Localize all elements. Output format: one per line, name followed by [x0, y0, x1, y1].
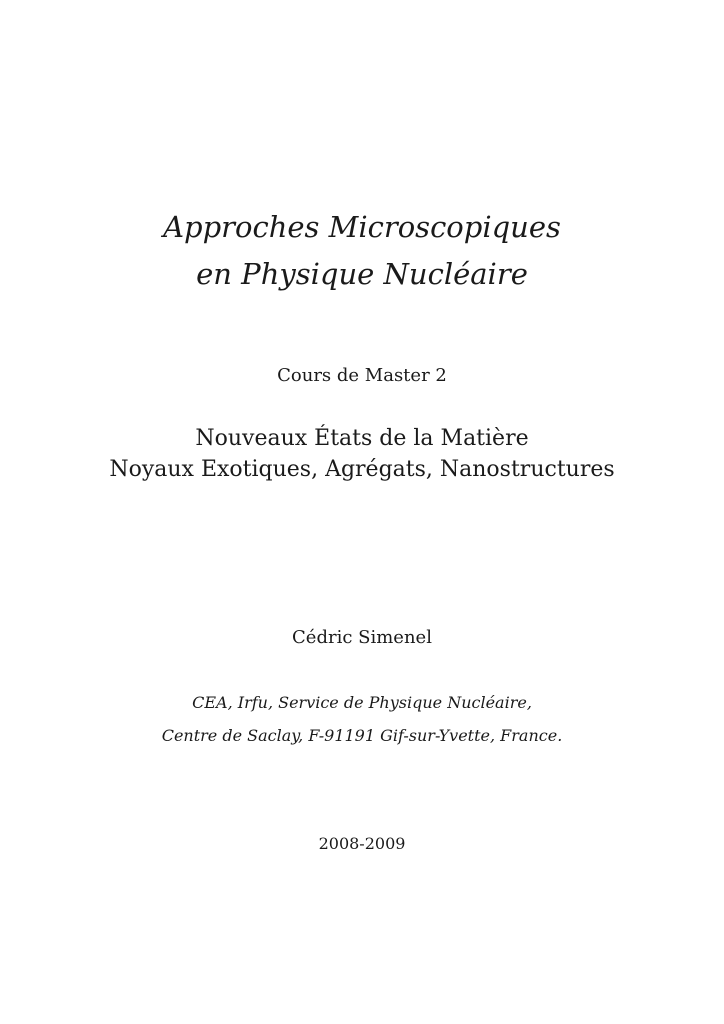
affiliation-line-2: Centre de Saclay, F-91191 Gif-sur-Yvette, France. [161, 726, 563, 745]
affiliation-line-1: CEA, Irfu, Service de Physique Nucléaire, [192, 693, 532, 712]
document-title-line-1: Approches Microscopiques [163, 210, 561, 244]
author-name: Cédric Simenel [292, 627, 432, 648]
course-label: Cours de Master 2 [277, 365, 447, 386]
academic-year: 2008-2009 [318, 834, 406, 853]
subtitle-line-2: Noyaux Exotiques, Agrégats, Nanostructures [109, 457, 615, 482]
document-title-line-2: en Physique Nucléaire [196, 257, 528, 291]
subtitle-line-1: Nouveaux États de la Matière [195, 426, 529, 451]
